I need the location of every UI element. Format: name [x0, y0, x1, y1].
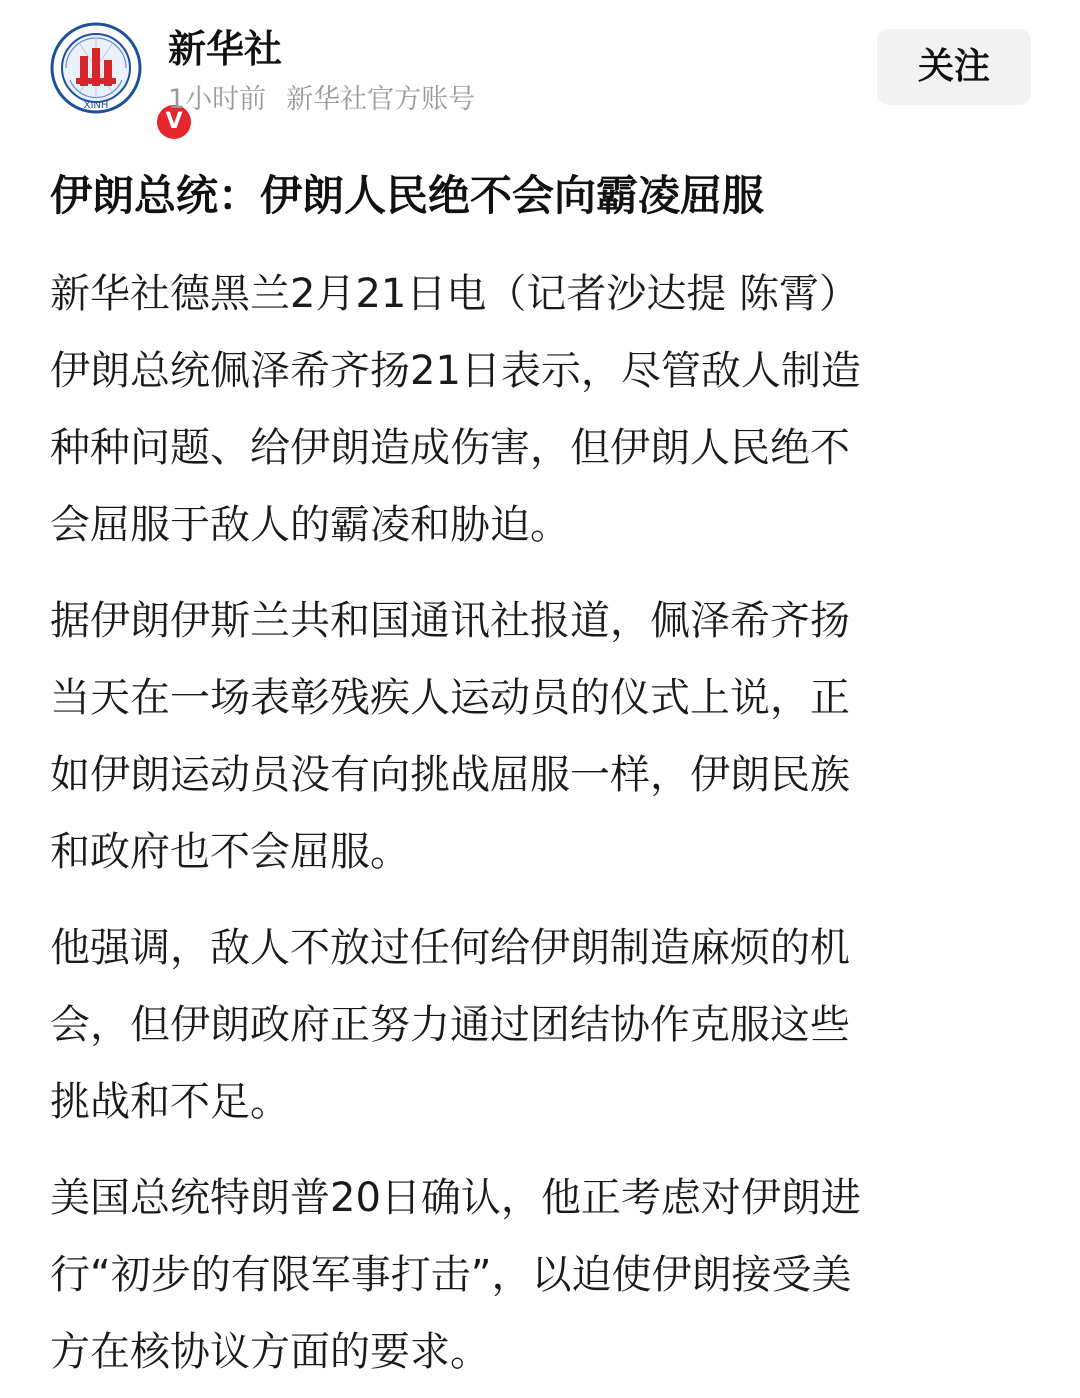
verified-badge-icon: V	[154, 102, 194, 142]
paragraph-line: 会，但伊朗政府正努力通过团结协作克服这些	[50, 1002, 850, 1048]
follow-button[interactable]: 关注	[877, 29, 1031, 105]
article-paragraph-2	[50, 583, 1025, 891]
paragraph-line: 伊朗总统佩泽希齐扬21日表示，尽管敌人制造	[50, 348, 861, 394]
article-paragraph-1	[50, 256, 1025, 564]
paragraph-line: 新华社德黑兰2月21日电（记者沙达提 陈霄）	[50, 271, 860, 317]
paragraph-line: 如伊朗运动员没有向挑战屈服一样，伊朗民族	[50, 752, 850, 798]
paragraph-line: 和政府也不会屈服。	[50, 829, 410, 875]
article-headline: 伊朗总统：伊朗人民绝不会向霸凌屈服	[50, 171, 765, 220]
paragraph-line: 美国总统特朗普20日确认，他正考虑对伊朗进	[50, 1175, 861, 1221]
paragraph-line: 行“初步的有限军事打击”，以迫使伊朗接受美	[50, 1252, 852, 1298]
paragraph-line: 种种问题、给伊朗造成伤害，但伊朗人民绝不	[50, 425, 850, 471]
account-name[interactable]: 新华社	[168, 27, 283, 71]
paragraph-line: 他强调，敌人不放过任何给伊朗制造麻烦的机	[50, 925, 850, 971]
article-paragraph-3	[50, 910, 1025, 1141]
article-body	[50, 160, 1025, 1391]
post-meta	[168, 80, 475, 120]
paragraph-line: 据伊朗伊斯兰共和国通讯社报道，佩泽希齐扬	[50, 598, 850, 644]
account-avatar[interactable]	[50, 22, 183, 134]
paragraph-line: 方在核协议方面的要求。	[50, 1329, 490, 1375]
paragraph-line: 会屈服于敌人的霸凌和胁迫。	[50, 502, 570, 548]
paragraph-line: 挑战和不足。	[50, 1079, 290, 1125]
article-paragraph-4	[50, 1160, 1025, 1391]
post-header	[0, 0, 1080, 140]
account-type: 新华社官方账号	[286, 84, 476, 115]
post-time: 1小时前	[168, 84, 267, 115]
xinhua-logo-icon	[50, 22, 142, 114]
avatar-logo-text: XINH	[83, 100, 109, 111]
paragraph-line: 当天在一场表彰残疾人运动员的仪式上说，正	[50, 675, 850, 721]
